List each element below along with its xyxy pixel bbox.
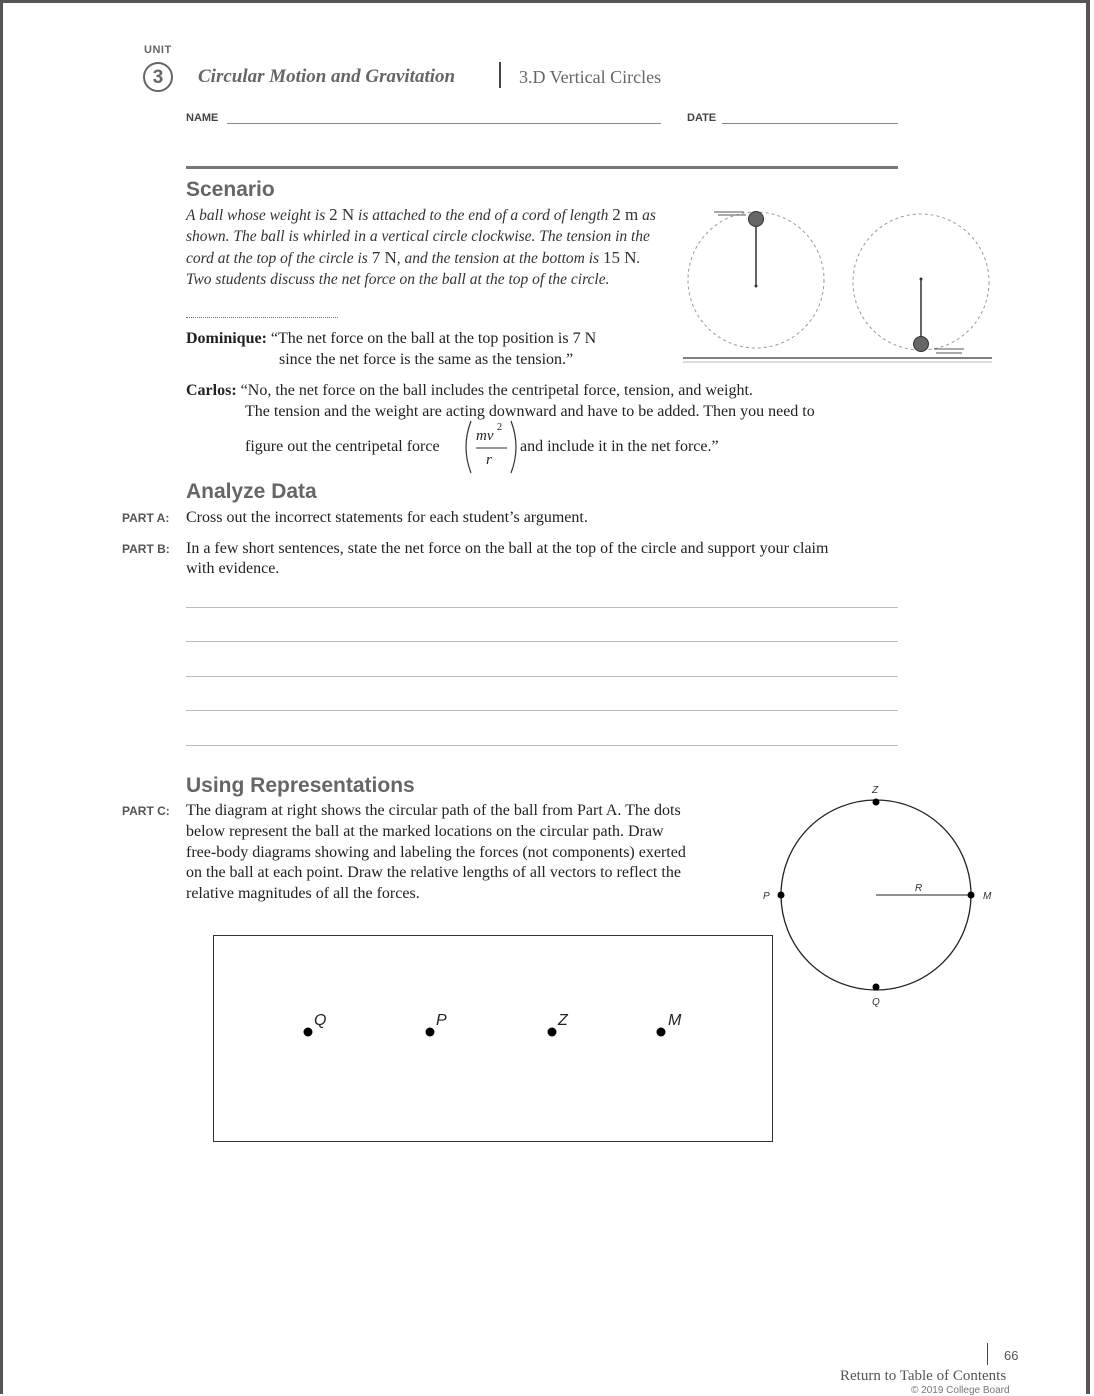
- part-c-line-1: The diagram at right shows the circular path of the ball from Part A. The dots: [186, 802, 681, 819]
- label-p: P: [763, 891, 770, 902]
- lesson-title: 3.D Vertical Circles: [519, 67, 662, 87]
- vertical-circle-illustration: [680, 200, 1000, 370]
- answer-line-3[interactable]: [186, 676, 898, 677]
- label-z: Z: [872, 785, 879, 796]
- header-divider: [499, 62, 501, 88]
- point-m: [968, 892, 975, 899]
- label-q: Q: [872, 997, 880, 1008]
- dominique-line-1: “The net force on the ball at the top position is 7 N: [270, 330, 597, 347]
- fbd-label-q: Q: [314, 1012, 327, 1029]
- formula-left-paren: [466, 421, 471, 473]
- name-label: NAME: [186, 112, 219, 124]
- date-field[interactable]: [722, 123, 898, 124]
- formula-numerator: mv: [476, 428, 494, 444]
- name-field[interactable]: [227, 123, 661, 124]
- fbd-label-p: P: [436, 1012, 447, 1029]
- formula-denominator: r: [486, 452, 492, 468]
- section-divider: [186, 166, 898, 169]
- fbd-label-m: M: [668, 1012, 682, 1029]
- point-p: [778, 892, 785, 899]
- formula-right-paren: [511, 421, 516, 473]
- part-a-text: Cross out the incorrect statements for each student’s argument.: [186, 509, 588, 526]
- unit-title: Circular Motion and Gravitation: [198, 66, 456, 87]
- carlos-name: Carlos:: [186, 382, 237, 399]
- pivot-top: [755, 285, 758, 288]
- carlos-statement: [186, 380, 906, 401]
- answer-line-2[interactable]: [186, 641, 898, 642]
- part-c-line-2: below represent the ball at the marked locations on the circular path. Draw: [186, 823, 664, 840]
- dominique-statement: [186, 328, 676, 349]
- formula-exponent: 2: [497, 422, 502, 433]
- part-b-label: PART B:: [122, 542, 170, 556]
- part-b-line-2: with evidence.: [186, 560, 280, 577]
- unit-number-badge: 3: [143, 62, 173, 92]
- circular-path-diagram: [755, 778, 1005, 1010]
- centripetal-formula: [461, 418, 523, 476]
- ball-bottom: [914, 337, 929, 352]
- label-m: M: [983, 891, 992, 902]
- point-q: [873, 984, 880, 991]
- part-c-line-5: relative magnitudes of all the forces.: [186, 885, 420, 902]
- answer-line-4[interactable]: [186, 710, 898, 711]
- carlos-line-3b: and include it in the net force.”: [520, 438, 719, 455]
- unit-label: UNIT: [144, 44, 172, 56]
- fbd-point-q[interactable]: [304, 1028, 313, 1037]
- carlos-line-3a: figure out the centripetal force: [245, 438, 440, 455]
- analyze-data-title: Analyze Data: [186, 480, 317, 503]
- part-c-line-3: free-body diagrams showing and labeling the forces (not components) exerted: [186, 844, 686, 861]
- dominique-line-2: since the net force is the same as the tension.”: [279, 351, 574, 368]
- answer-line-5[interactable]: [186, 745, 898, 746]
- copyright: © 2019 College Board: [911, 1385, 1010, 1396]
- page-number: 66: [1004, 1348, 1019, 1363]
- date-label: DATE: [687, 112, 717, 124]
- fbd-label-z: Z: [558, 1012, 568, 1029]
- part-a-label: PART A:: [122, 511, 170, 525]
- point-z: [873, 799, 880, 806]
- label-r: R: [915, 883, 923, 894]
- scenario-text: A ball whose weight is 2 N is attached to the end of a cord of length 2 m as shown. The ball is whirled in a vertical circle clockwise. The tension in the cord at the top of the circle is 7 N, and the tension at the bottom is 15 N. Two students discuss the net force on the ball at the top of the circle.: [186, 205, 656, 288]
- fbd-point-z[interactable]: [548, 1028, 557, 1037]
- return-to-toc-link[interactable]: Return to Table of Contents: [840, 1368, 1007, 1384]
- part-c-line-4: on the ball at each point. Draw the relative lengths of all vectors to reflect the: [186, 864, 681, 881]
- using-representations-title: Using Representations: [186, 774, 415, 797]
- part-b-line-1: In a few short sentences, state the net force on the ball at the top of the circle and support your claim: [186, 540, 829, 557]
- footer-divider: [987, 1343, 988, 1365]
- carlos-line-1: “No, the net force on the ball includes the centripetal force, tension, and weight.: [240, 382, 753, 399]
- answer-line-1[interactable]: [186, 607, 898, 608]
- scenario-title: Scenario: [186, 178, 275, 201]
- fbd-point-m[interactable]: [657, 1028, 666, 1037]
- dominique-name: Dominique:: [186, 330, 267, 347]
- pivot-bottom: [920, 278, 923, 281]
- free-body-points: [213, 935, 773, 1142]
- part-c-label: PART C:: [122, 804, 170, 818]
- carlos-line-2: The tension and the weight are acting downward and have to be added. Then you need to: [245, 403, 815, 420]
- dotted-separator: [186, 317, 338, 318]
- fbd-point-p[interactable]: [426, 1028, 435, 1037]
- ball-top: [749, 212, 764, 227]
